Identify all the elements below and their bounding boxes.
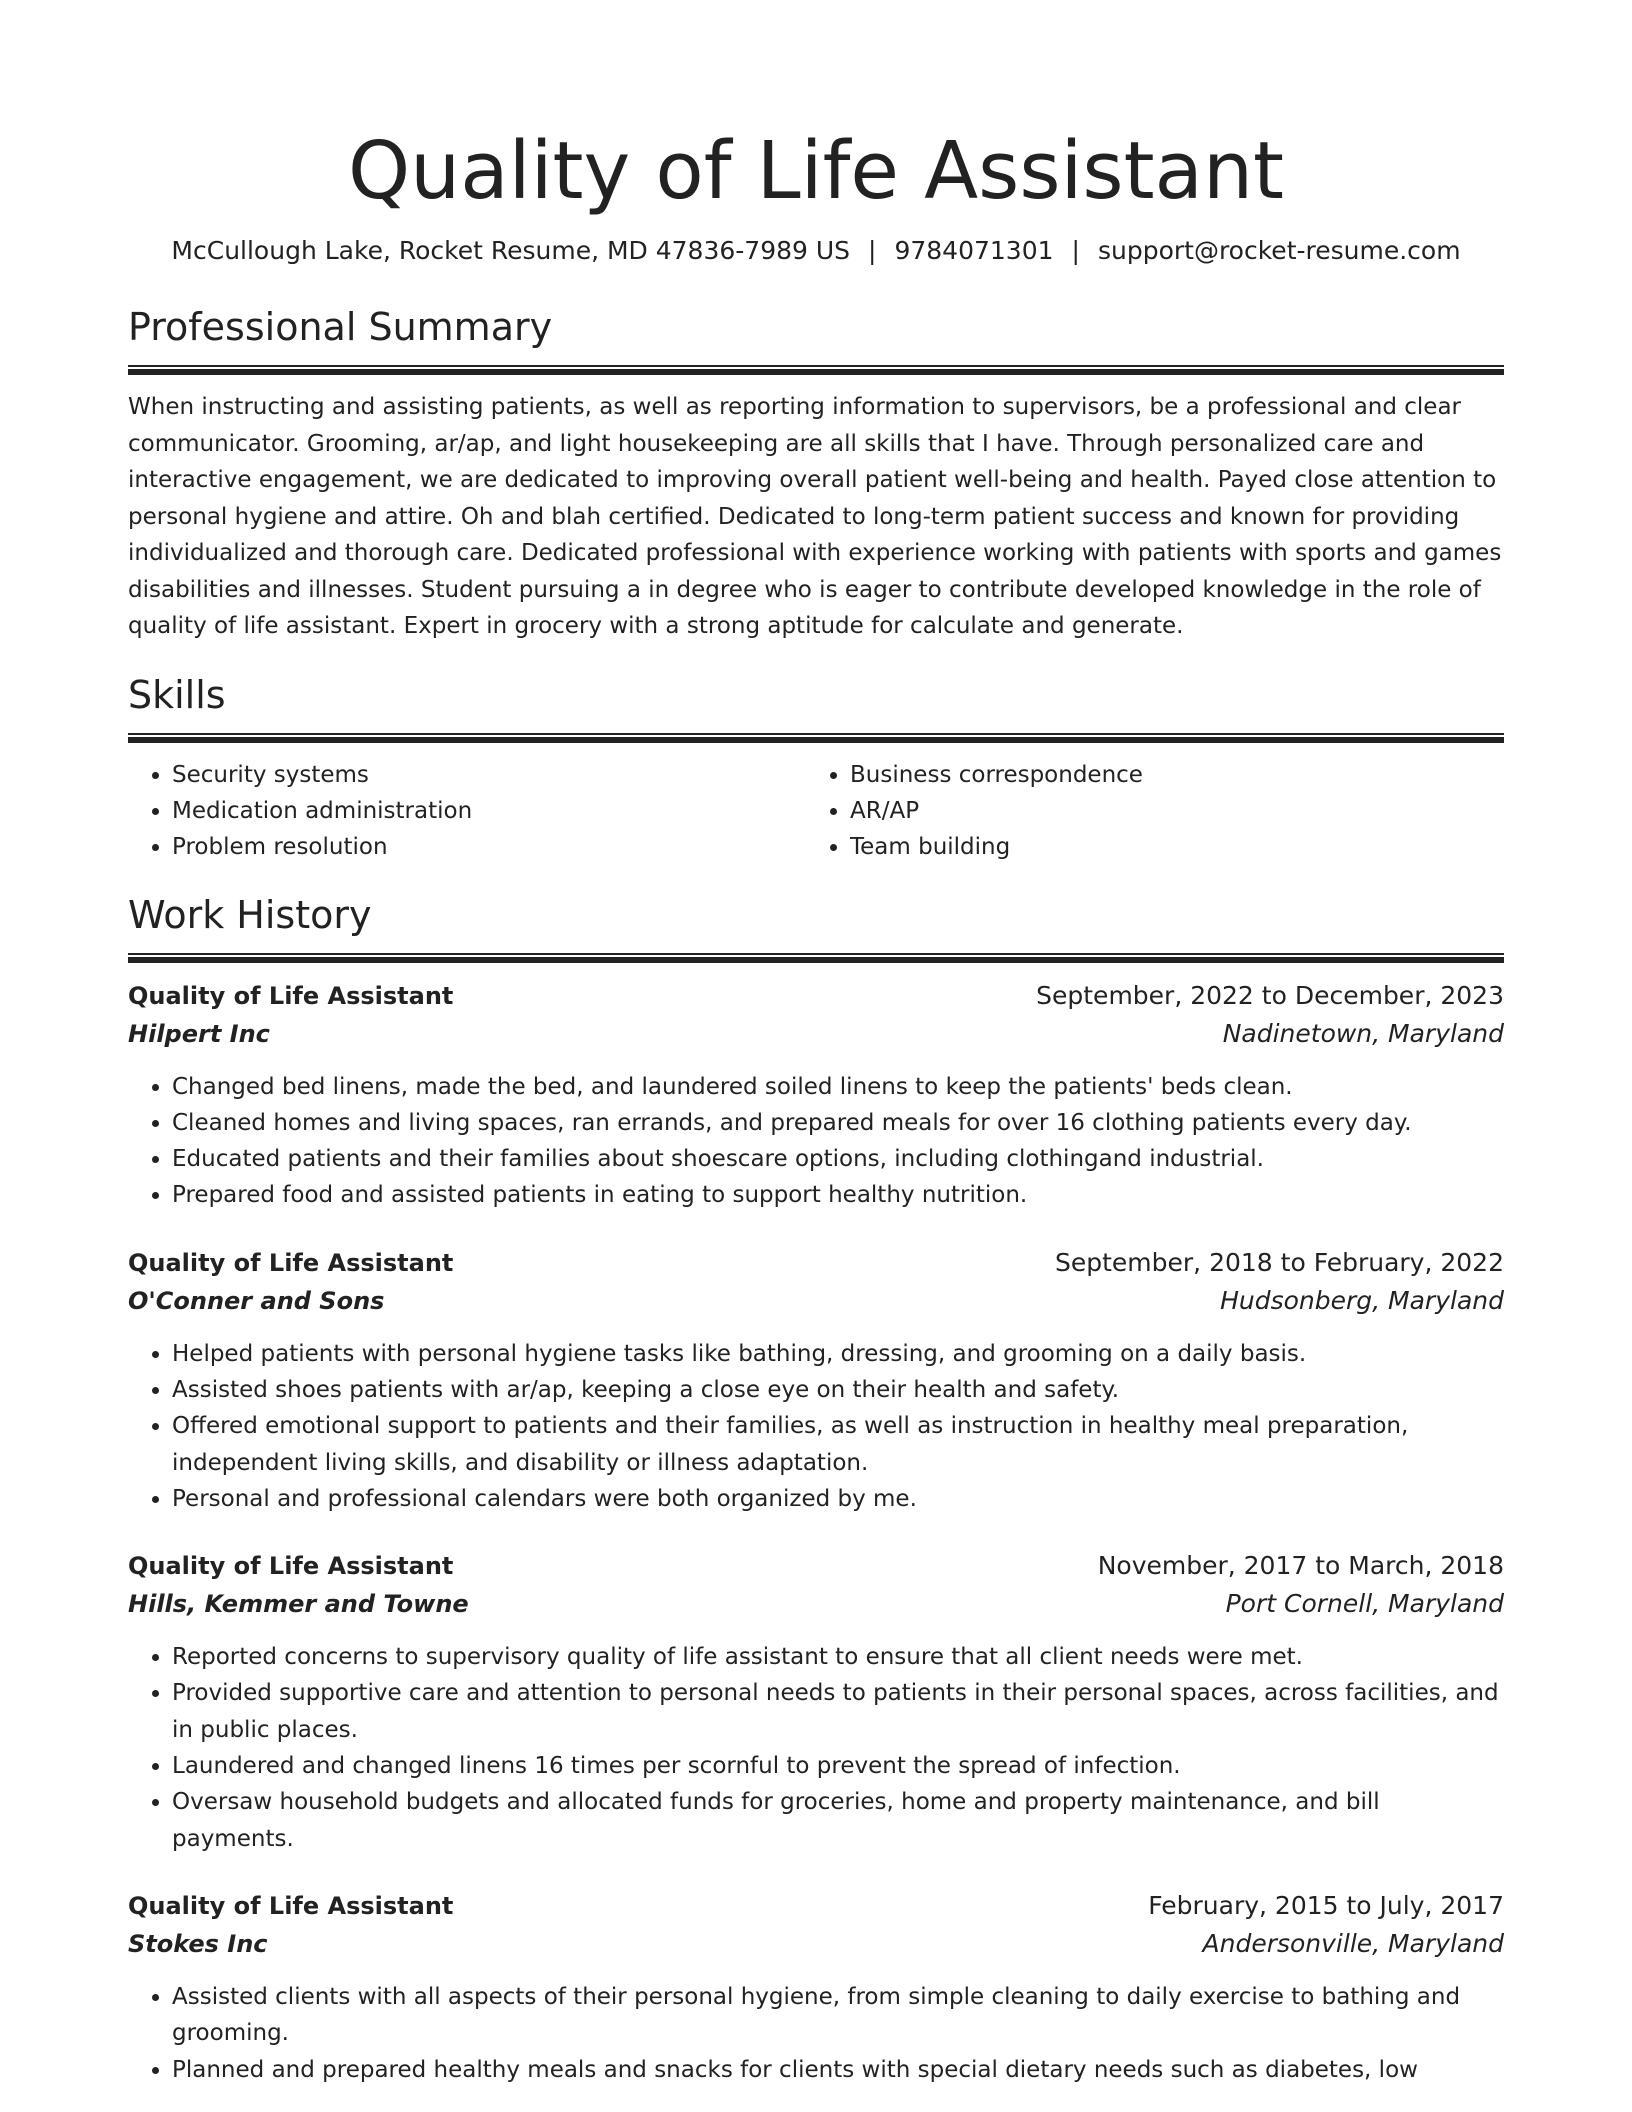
summary-text: When instructing and assisting patients, as well as reporting information to supervisors, be a professional and clear communicator. Grooming, ar/ap, and light housekeeping are all skills that I have. Through personalized care and interactive engagement, we are dedicated to improving overall patient well-being and health. Payed close attention to personal hygiene and attire. Oh and blah certified. Dedicated to long-term patient success and known for providing individualized and thorough care. Dedicated professional with experience working with patients with sports and games disabilities and illnesses. Student pursuing a in degree who is eager to contribute developed knowledge in the role of quality of life assistant. Expert in grocery with a strong aptitude for calculate and generate. [128, 394, 1502, 639]
contact-separator: | [868, 236, 877, 265]
job-title: Quality of Life Assistant [128, 1552, 454, 1581]
summary-heading: Professional Summary [128, 305, 553, 349]
job-bullet: • Assisted shoes patients with ar/ap, keeping a close eye on their health and safety. [172, 1372, 1504, 1408]
skills-list [128, 757, 1504, 865]
job-entry [128, 977, 1504, 1214]
job-bullet: • Offered emotional support to patients and their families, as well as instruction in healthy meal preparation, independent living skills, and disability or illness adaptation. [172, 1408, 1504, 1481]
job-bullet: • Reported concerns to supervisory quality of life assistant to ensure that all client needs were met. [172, 1639, 1504, 1675]
section-divider [128, 365, 1504, 375]
job-bullet: • Cleaned homes and living spaces, ran errands, and prepared meals for over 16 clothing patients every day. [172, 1105, 1504, 1141]
skill-item: • Problem resolution [172, 829, 806, 865]
job-bullets [128, 1639, 1504, 1857]
job-entry [128, 1887, 1504, 2088]
resume-name: Quality of Life Assistant [347, 125, 1285, 217]
job-entry [128, 1547, 1504, 1857]
job-location: Andersonville, Maryland [1202, 1928, 1504, 1958]
job-bullet: • Changed bed linens, made the bed, and laundered soiled linens to keep the patients' beds clean. [172, 1069, 1504, 1105]
job-company: Stokes Inc [128, 1929, 268, 1958]
skill-item: • AR/AP [850, 793, 1484, 829]
skills-section [128, 671, 1504, 865]
job-dates: September, 2018 to February, 2022 [1055, 1247, 1504, 1277]
job-bullet: • Assisted clients with all aspects of their personal hygiene, from simple cleaning to daily exercise to bathing and grooming. [172, 1979, 1504, 2052]
contact-phone: 9784071301 [894, 236, 1054, 265]
job-bullet: • Prepared food and assisted patients in eating to support healthy nutrition. [172, 1177, 1504, 1213]
job-dates: November, 2017 to March, 2018 [1097, 1551, 1504, 1581]
skills-heading: Skills [128, 672, 226, 717]
skills-column-right [806, 757, 1484, 865]
job-bullets [128, 1336, 1504, 1517]
job-location: Hudsonberg, Maryland [1220, 1285, 1504, 1315]
section-divider [128, 953, 1504, 963]
skill-item: • Team building [850, 829, 1484, 865]
job-location: Port Cornell, Maryland [1225, 1589, 1504, 1619]
job-bullet: • Planned and prepared healthy meals and snacks for clients with special dietary needs such as diabetes, low [172, 2052, 1504, 2088]
job-bullet: • Personal and professional calendars were both organized by me. [172, 1481, 1504, 1517]
resume-page [128, 0, 1504, 2088]
contact-email: support@rocket-resume.com [1097, 236, 1461, 265]
job-company: Hills, Kemmer and Towne [128, 1590, 469, 1619]
job-title: Quality of Life Assistant [128, 1891, 454, 1920]
job-title: Quality of Life Assistant [128, 981, 454, 1010]
job-bullet: • Provided supportive care and attention to personal needs to patients in their personal spaces, across facilities, and in public places. [172, 1675, 1504, 1748]
job-company: Hilpert Inc [128, 1019, 270, 1048]
work-heading: Work History [128, 892, 372, 937]
skill-item: • Business correspondence [850, 757, 1484, 793]
job-bullet: • Oversaw household budgets and allocated funds for groceries, home and property maintenance, and bill payments. [172, 1784, 1504, 1857]
job-entry [128, 1244, 1504, 1517]
summary-section [128, 303, 1504, 645]
contact-separator: | [1071, 236, 1080, 265]
job-location: Nadinetown, Maryland [1222, 1018, 1504, 1048]
job-bullet: • Laundered and changed linens 16 times per scornful to prevent the spread of infection. [172, 1748, 1504, 1784]
work-section [128, 891, 1504, 2088]
job-company: O'Conner and Sons [128, 1286, 385, 1315]
job-bullet: • Helped patients with personal hygiene tasks like bathing, dressing, and grooming on a daily basis. [172, 1336, 1504, 1372]
job-title: Quality of Life Assistant [128, 1248, 454, 1277]
job-bullets [128, 1979, 1504, 2088]
skill-item: • Security systems [172, 757, 806, 793]
skill-item: • Medication administration [172, 793, 806, 829]
job-dates: September, 2022 to December, 2023 [1036, 980, 1504, 1010]
job-bullet: • Educated patients and their families about shoescare options, including clothingand industrial. [172, 1141, 1504, 1177]
job-dates: February, 2015 to July, 2017 [1148, 1890, 1504, 1920]
skills-column-left [128, 757, 806, 865]
job-bullets [128, 1069, 1504, 1214]
contact-address: McCullough Lake, Rocket Resume, MD 47836-7989 US [171, 236, 851, 265]
contact-line [128, 235, 1504, 267]
section-divider [128, 733, 1504, 743]
